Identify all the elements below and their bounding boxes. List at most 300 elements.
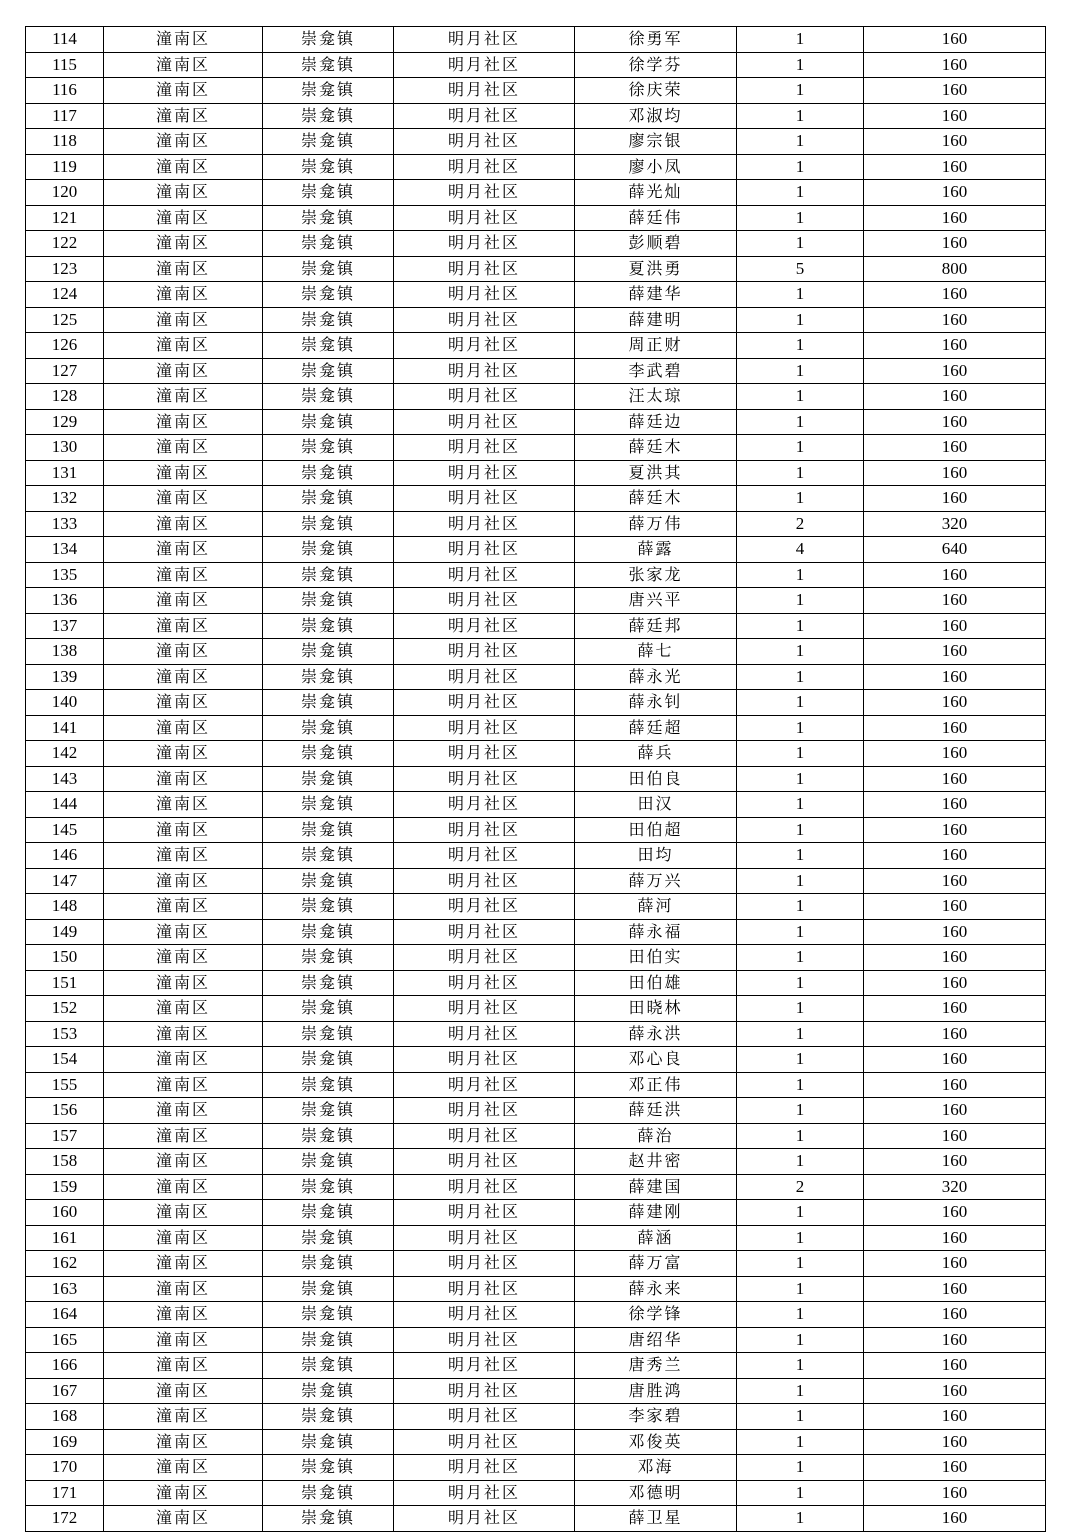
name-cell: 薛廷木 bbox=[575, 435, 737, 461]
amount-cell: 800 bbox=[864, 256, 1046, 282]
table-row bbox=[26, 78, 1046, 104]
town-cell: 崇龛镇 bbox=[263, 894, 394, 920]
town-cell: 崇龛镇 bbox=[263, 1251, 394, 1277]
community-cell: 明月社区 bbox=[394, 384, 575, 410]
amount-cell: 160 bbox=[864, 1429, 1046, 1455]
row-number-cell: 166 bbox=[26, 1353, 104, 1379]
row-number-cell: 128 bbox=[26, 384, 104, 410]
name-cell: 薛廷边 bbox=[575, 409, 737, 435]
district-cell: 潼南区 bbox=[104, 358, 263, 384]
table-row bbox=[26, 792, 1046, 818]
amount-cell: 320 bbox=[864, 1174, 1046, 1200]
count-cell: 1 bbox=[737, 486, 864, 512]
amount-cell: 160 bbox=[864, 1149, 1046, 1175]
town-cell: 崇龛镇 bbox=[263, 52, 394, 78]
town-cell: 崇龛镇 bbox=[263, 256, 394, 282]
table-row bbox=[26, 1021, 1046, 1047]
name-cell: 薛光灿 bbox=[575, 180, 737, 206]
row-number-cell: 124 bbox=[26, 282, 104, 308]
community-cell: 明月社区 bbox=[394, 766, 575, 792]
beneficiary-table bbox=[25, 26, 1046, 1532]
amount-cell: 160 bbox=[864, 843, 1046, 869]
name-cell: 唐兴平 bbox=[575, 588, 737, 614]
amount-cell: 160 bbox=[864, 1276, 1046, 1302]
district-cell: 潼南区 bbox=[104, 613, 263, 639]
district-cell: 潼南区 bbox=[104, 894, 263, 920]
table-row bbox=[26, 1098, 1046, 1124]
amount-cell: 160 bbox=[864, 78, 1046, 104]
amount-cell: 160 bbox=[864, 205, 1046, 231]
district-cell: 潼南区 bbox=[104, 52, 263, 78]
table-row bbox=[26, 843, 1046, 869]
count-cell: 1 bbox=[737, 715, 864, 741]
community-cell: 明月社区 bbox=[394, 792, 575, 818]
row-number-cell: 167 bbox=[26, 1378, 104, 1404]
town-cell: 崇龛镇 bbox=[263, 78, 394, 104]
district-cell: 潼南区 bbox=[104, 1327, 263, 1353]
name-cell: 李武碧 bbox=[575, 358, 737, 384]
count-cell: 1 bbox=[737, 766, 864, 792]
town-cell: 崇龛镇 bbox=[263, 817, 394, 843]
district-cell: 潼南区 bbox=[104, 1021, 263, 1047]
district-cell: 潼南区 bbox=[104, 1123, 263, 1149]
table-row bbox=[26, 1047, 1046, 1073]
count-cell: 4 bbox=[737, 537, 864, 563]
town-cell: 崇龛镇 bbox=[263, 1404, 394, 1430]
amount-cell: 160 bbox=[864, 1506, 1046, 1532]
row-number-cell: 151 bbox=[26, 970, 104, 996]
community-cell: 明月社区 bbox=[394, 1251, 575, 1277]
row-number-cell: 116 bbox=[26, 78, 104, 104]
count-cell: 1 bbox=[737, 970, 864, 996]
name-cell: 周正财 bbox=[575, 333, 737, 359]
count-cell: 1 bbox=[737, 435, 864, 461]
table-row bbox=[26, 537, 1046, 563]
district-cell: 潼南区 bbox=[104, 562, 263, 588]
community-cell: 明月社区 bbox=[394, 231, 575, 257]
district-cell: 潼南区 bbox=[104, 1404, 263, 1430]
name-cell: 廖小凤 bbox=[575, 154, 737, 180]
count-cell: 1 bbox=[737, 613, 864, 639]
district-cell: 潼南区 bbox=[104, 256, 263, 282]
name-cell: 唐胜鸿 bbox=[575, 1378, 737, 1404]
name-cell: 邓德明 bbox=[575, 1480, 737, 1506]
count-cell: 1 bbox=[737, 562, 864, 588]
table-row bbox=[26, 639, 1046, 665]
name-cell: 邓俊英 bbox=[575, 1429, 737, 1455]
row-number-cell: 122 bbox=[26, 231, 104, 257]
row-number-cell: 161 bbox=[26, 1225, 104, 1251]
amount-cell: 160 bbox=[864, 766, 1046, 792]
town-cell: 崇龛镇 bbox=[263, 460, 394, 486]
row-number-cell: 157 bbox=[26, 1123, 104, 1149]
count-cell: 1 bbox=[737, 1353, 864, 1379]
table-row bbox=[26, 1353, 1046, 1379]
community-cell: 明月社区 bbox=[394, 868, 575, 894]
community-cell: 明月社区 bbox=[394, 945, 575, 971]
district-cell: 潼南区 bbox=[104, 1429, 263, 1455]
name-cell: 田汉 bbox=[575, 792, 737, 818]
community-cell: 明月社区 bbox=[394, 307, 575, 333]
district-cell: 潼南区 bbox=[104, 307, 263, 333]
table-row bbox=[26, 1123, 1046, 1149]
town-cell: 崇龛镇 bbox=[263, 1353, 394, 1379]
amount-cell: 160 bbox=[864, 715, 1046, 741]
count-cell: 1 bbox=[737, 1123, 864, 1149]
row-number-cell: 134 bbox=[26, 537, 104, 563]
table-row bbox=[26, 1404, 1046, 1430]
table-row bbox=[26, 715, 1046, 741]
amount-cell: 160 bbox=[864, 358, 1046, 384]
table-row bbox=[26, 358, 1046, 384]
row-number-cell: 168 bbox=[26, 1404, 104, 1430]
count-cell: 2 bbox=[737, 511, 864, 537]
amount-cell: 160 bbox=[864, 1480, 1046, 1506]
community-cell: 明月社区 bbox=[394, 1072, 575, 1098]
name-cell: 薛河 bbox=[575, 894, 737, 920]
table-row bbox=[26, 205, 1046, 231]
count-cell: 1 bbox=[737, 282, 864, 308]
table-row bbox=[26, 1327, 1046, 1353]
name-cell: 汪太琼 bbox=[575, 384, 737, 410]
name-cell: 薛万富 bbox=[575, 1251, 737, 1277]
name-cell: 薛永光 bbox=[575, 664, 737, 690]
community-cell: 明月社区 bbox=[394, 180, 575, 206]
district-cell: 潼南区 bbox=[104, 588, 263, 614]
community-cell: 明月社区 bbox=[394, 154, 575, 180]
table-row bbox=[26, 817, 1046, 843]
table-row bbox=[26, 511, 1046, 537]
name-cell: 唐秀兰 bbox=[575, 1353, 737, 1379]
town-cell: 崇龛镇 bbox=[263, 562, 394, 588]
town-cell: 崇龛镇 bbox=[263, 766, 394, 792]
name-cell: 薛建明 bbox=[575, 307, 737, 333]
name-cell: 张家龙 bbox=[575, 562, 737, 588]
row-number-cell: 153 bbox=[26, 1021, 104, 1047]
name-cell: 邓海 bbox=[575, 1455, 737, 1481]
town-cell: 崇龛镇 bbox=[263, 1506, 394, 1532]
community-cell: 明月社区 bbox=[394, 1506, 575, 1532]
district-cell: 潼南区 bbox=[104, 435, 263, 461]
table-row bbox=[26, 154, 1046, 180]
town-cell: 崇龛镇 bbox=[263, 307, 394, 333]
community-cell: 明月社区 bbox=[394, 919, 575, 945]
district-cell: 潼南区 bbox=[104, 1149, 263, 1175]
district-cell: 潼南区 bbox=[104, 27, 263, 53]
name-cell: 邓心良 bbox=[575, 1047, 737, 1073]
row-number-cell: 172 bbox=[26, 1506, 104, 1532]
row-number-cell: 131 bbox=[26, 460, 104, 486]
town-cell: 崇龛镇 bbox=[263, 384, 394, 410]
district-cell: 潼南区 bbox=[104, 1251, 263, 1277]
community-cell: 明月社区 bbox=[394, 894, 575, 920]
name-cell: 彭顺碧 bbox=[575, 231, 737, 257]
community-cell: 明月社区 bbox=[394, 435, 575, 461]
district-cell: 潼南区 bbox=[104, 945, 263, 971]
community-cell: 明月社区 bbox=[394, 333, 575, 359]
district-cell: 潼南区 bbox=[104, 231, 263, 257]
amount-cell: 160 bbox=[864, 486, 1046, 512]
name-cell: 薛廷伟 bbox=[575, 205, 737, 231]
district-cell: 潼南区 bbox=[104, 1506, 263, 1532]
row-number-cell: 169 bbox=[26, 1429, 104, 1455]
name-cell: 薛永来 bbox=[575, 1276, 737, 1302]
name-cell: 夏洪其 bbox=[575, 460, 737, 486]
table-row bbox=[26, 27, 1046, 53]
row-number-cell: 135 bbox=[26, 562, 104, 588]
district-cell: 潼南区 bbox=[104, 129, 263, 155]
town-cell: 崇龛镇 bbox=[263, 1149, 394, 1175]
district-cell: 潼南区 bbox=[104, 103, 263, 129]
count-cell: 1 bbox=[737, 868, 864, 894]
count-cell: 1 bbox=[737, 919, 864, 945]
name-cell: 薛万兴 bbox=[575, 868, 737, 894]
table-row bbox=[26, 1174, 1046, 1200]
community-cell: 明月社区 bbox=[394, 843, 575, 869]
amount-cell: 160 bbox=[864, 384, 1046, 410]
community-cell: 明月社区 bbox=[394, 996, 575, 1022]
name-cell: 赵井密 bbox=[575, 1149, 737, 1175]
amount-cell: 160 bbox=[864, 460, 1046, 486]
community-cell: 明月社区 bbox=[394, 1429, 575, 1455]
amount-cell: 160 bbox=[864, 588, 1046, 614]
amount-cell: 160 bbox=[864, 1251, 1046, 1277]
row-number-cell: 126 bbox=[26, 333, 104, 359]
table-row bbox=[26, 435, 1046, 461]
count-cell: 2 bbox=[737, 1174, 864, 1200]
name-cell: 李家碧 bbox=[575, 1404, 737, 1430]
town-cell: 崇龛镇 bbox=[263, 358, 394, 384]
town-cell: 崇龛镇 bbox=[263, 613, 394, 639]
amount-cell: 160 bbox=[864, 664, 1046, 690]
district-cell: 潼南区 bbox=[104, 205, 263, 231]
district-cell: 潼南区 bbox=[104, 1276, 263, 1302]
amount-cell: 160 bbox=[864, 52, 1046, 78]
town-cell: 崇龛镇 bbox=[263, 588, 394, 614]
table-row bbox=[26, 1302, 1046, 1328]
count-cell: 1 bbox=[737, 307, 864, 333]
row-number-cell: 129 bbox=[26, 409, 104, 435]
community-cell: 明月社区 bbox=[394, 588, 575, 614]
name-cell: 薛建刚 bbox=[575, 1200, 737, 1226]
table-row bbox=[26, 741, 1046, 767]
name-cell: 薛廷邦 bbox=[575, 613, 737, 639]
count-cell: 1 bbox=[737, 843, 864, 869]
row-number-cell: 155 bbox=[26, 1072, 104, 1098]
row-number-cell: 154 bbox=[26, 1047, 104, 1073]
name-cell: 薛治 bbox=[575, 1123, 737, 1149]
town-cell: 崇龛镇 bbox=[263, 1429, 394, 1455]
table-row bbox=[26, 1506, 1046, 1532]
town-cell: 崇龛镇 bbox=[263, 27, 394, 53]
count-cell: 1 bbox=[737, 588, 864, 614]
district-cell: 潼南区 bbox=[104, 690, 263, 716]
town-cell: 崇龛镇 bbox=[263, 843, 394, 869]
table-row bbox=[26, 460, 1046, 486]
amount-cell: 160 bbox=[864, 970, 1046, 996]
row-number-cell: 141 bbox=[26, 715, 104, 741]
count-cell: 1 bbox=[737, 1302, 864, 1328]
community-cell: 明月社区 bbox=[394, 1123, 575, 1149]
row-number-cell: 127 bbox=[26, 358, 104, 384]
table-row bbox=[26, 384, 1046, 410]
district-cell: 潼南区 bbox=[104, 1072, 263, 1098]
community-cell: 明月社区 bbox=[394, 1480, 575, 1506]
amount-cell: 160 bbox=[864, 1378, 1046, 1404]
table-row bbox=[26, 588, 1046, 614]
name-cell: 徐庆荣 bbox=[575, 78, 737, 104]
count-cell: 1 bbox=[737, 1149, 864, 1175]
row-number-cell: 125 bbox=[26, 307, 104, 333]
row-number-cell: 170 bbox=[26, 1455, 104, 1481]
count-cell: 1 bbox=[737, 1378, 864, 1404]
district-cell: 潼南区 bbox=[104, 792, 263, 818]
table-row bbox=[26, 664, 1046, 690]
table-row bbox=[26, 562, 1046, 588]
count-cell: 1 bbox=[737, 1251, 864, 1277]
name-cell: 薛永钊 bbox=[575, 690, 737, 716]
town-cell: 崇龛镇 bbox=[263, 205, 394, 231]
count-cell: 1 bbox=[737, 664, 864, 690]
town-cell: 崇龛镇 bbox=[263, 868, 394, 894]
town-cell: 崇龛镇 bbox=[263, 690, 394, 716]
amount-cell: 160 bbox=[864, 409, 1046, 435]
amount-cell: 160 bbox=[864, 307, 1046, 333]
name-cell: 薛永福 bbox=[575, 919, 737, 945]
table-row bbox=[26, 307, 1046, 333]
name-cell: 徐学锋 bbox=[575, 1302, 737, 1328]
name-cell: 薛万伟 bbox=[575, 511, 737, 537]
row-number-cell: 171 bbox=[26, 1480, 104, 1506]
community-cell: 明月社区 bbox=[394, 741, 575, 767]
community-cell: 明月社区 bbox=[394, 486, 575, 512]
town-cell: 崇龛镇 bbox=[263, 970, 394, 996]
count-cell: 1 bbox=[737, 409, 864, 435]
community-cell: 明月社区 bbox=[394, 460, 575, 486]
community-cell: 明月社区 bbox=[394, 1200, 575, 1226]
town-cell: 崇龛镇 bbox=[263, 1378, 394, 1404]
table-row bbox=[26, 945, 1046, 971]
district-cell: 潼南区 bbox=[104, 1098, 263, 1124]
count-cell: 1 bbox=[737, 180, 864, 206]
row-number-cell: 137 bbox=[26, 613, 104, 639]
name-cell: 夏洪勇 bbox=[575, 256, 737, 282]
count-cell: 1 bbox=[737, 1021, 864, 1047]
amount-cell: 160 bbox=[864, 129, 1046, 155]
name-cell: 田伯良 bbox=[575, 766, 737, 792]
district-cell: 潼南区 bbox=[104, 282, 263, 308]
count-cell: 1 bbox=[737, 333, 864, 359]
amount-cell: 160 bbox=[864, 1098, 1046, 1124]
community-cell: 明月社区 bbox=[394, 358, 575, 384]
table-row bbox=[26, 333, 1046, 359]
community-cell: 明月社区 bbox=[394, 537, 575, 563]
count-cell: 1 bbox=[737, 945, 864, 971]
row-number-cell: 145 bbox=[26, 817, 104, 843]
count-cell: 1 bbox=[737, 741, 864, 767]
town-cell: 崇龛镇 bbox=[263, 154, 394, 180]
town-cell: 崇龛镇 bbox=[263, 537, 394, 563]
amount-cell: 160 bbox=[864, 1021, 1046, 1047]
town-cell: 崇龛镇 bbox=[263, 639, 394, 665]
table-body bbox=[26, 27, 1046, 1532]
table-row bbox=[26, 1276, 1046, 1302]
table-row bbox=[26, 1480, 1046, 1506]
count-cell: 1 bbox=[737, 78, 864, 104]
town-cell: 崇龛镇 bbox=[263, 435, 394, 461]
community-cell: 明月社区 bbox=[394, 970, 575, 996]
community-cell: 明月社区 bbox=[394, 1174, 575, 1200]
amount-cell: 160 bbox=[864, 231, 1046, 257]
town-cell: 崇龛镇 bbox=[263, 180, 394, 206]
table-row bbox=[26, 919, 1046, 945]
town-cell: 崇龛镇 bbox=[263, 1225, 394, 1251]
count-cell: 1 bbox=[737, 1429, 864, 1455]
amount-cell: 320 bbox=[864, 511, 1046, 537]
community-cell: 明月社区 bbox=[394, 103, 575, 129]
district-cell: 潼南区 bbox=[104, 1353, 263, 1379]
count-cell: 1 bbox=[737, 358, 864, 384]
row-number-cell: 132 bbox=[26, 486, 104, 512]
count-cell: 1 bbox=[737, 817, 864, 843]
town-cell: 崇龛镇 bbox=[263, 792, 394, 818]
district-cell: 潼南区 bbox=[104, 766, 263, 792]
table-row bbox=[26, 996, 1046, 1022]
count-cell: 1 bbox=[737, 1047, 864, 1073]
district-cell: 潼南区 bbox=[104, 868, 263, 894]
count-cell: 1 bbox=[737, 1480, 864, 1506]
table-row bbox=[26, 690, 1046, 716]
name-cell: 田晓林 bbox=[575, 996, 737, 1022]
table-row bbox=[26, 1149, 1046, 1175]
town-cell: 崇龛镇 bbox=[263, 996, 394, 1022]
table-row bbox=[26, 894, 1046, 920]
community-cell: 明月社区 bbox=[394, 690, 575, 716]
row-number-cell: 163 bbox=[26, 1276, 104, 1302]
row-number-cell: 165 bbox=[26, 1327, 104, 1353]
table-row bbox=[26, 129, 1046, 155]
name-cell: 薛永洪 bbox=[575, 1021, 737, 1047]
row-number-cell: 120 bbox=[26, 180, 104, 206]
district-cell: 潼南区 bbox=[104, 511, 263, 537]
count-cell: 1 bbox=[737, 384, 864, 410]
table-row bbox=[26, 613, 1046, 639]
table-row bbox=[26, 231, 1046, 257]
amount-cell: 160 bbox=[864, 1047, 1046, 1073]
count-cell: 1 bbox=[737, 1276, 864, 1302]
district-cell: 潼南区 bbox=[104, 741, 263, 767]
row-number-cell: 156 bbox=[26, 1098, 104, 1124]
district-cell: 潼南区 bbox=[104, 409, 263, 435]
district-cell: 潼南区 bbox=[104, 970, 263, 996]
table-row bbox=[26, 486, 1046, 512]
name-cell: 田伯实 bbox=[575, 945, 737, 971]
row-number-cell: 142 bbox=[26, 741, 104, 767]
amount-cell: 160 bbox=[864, 1404, 1046, 1430]
amount-cell: 160 bbox=[864, 996, 1046, 1022]
name-cell: 徐勇军 bbox=[575, 27, 737, 53]
community-cell: 明月社区 bbox=[394, 1276, 575, 1302]
town-cell: 崇龛镇 bbox=[263, 409, 394, 435]
district-cell: 潼南区 bbox=[104, 180, 263, 206]
table-row bbox=[26, 1429, 1046, 1455]
district-cell: 潼南区 bbox=[104, 537, 263, 563]
amount-cell: 160 bbox=[864, 1353, 1046, 1379]
row-number-cell: 147 bbox=[26, 868, 104, 894]
count-cell: 1 bbox=[737, 460, 864, 486]
town-cell: 崇龛镇 bbox=[263, 1276, 394, 1302]
name-cell: 薛廷洪 bbox=[575, 1098, 737, 1124]
